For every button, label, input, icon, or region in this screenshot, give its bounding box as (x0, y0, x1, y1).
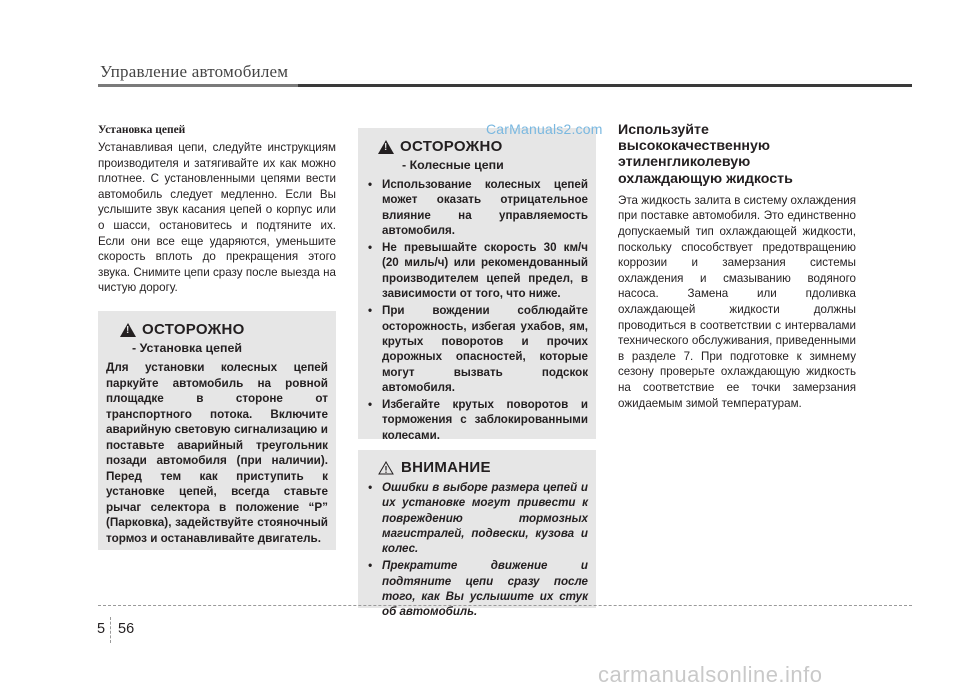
caution-triangle-icon (378, 461, 394, 475)
notice-list-item: • Ошибки в выборе размера цепей и их установке могут привести к повреждению тормозных магистралей, подвески, кузова и колес. (366, 480, 588, 556)
notice-box (358, 450, 596, 619)
coolant-heading: Используйте высококачественную этиленгликолевую охлаждающую жидкость (618, 122, 793, 187)
page-number: 56 (118, 621, 135, 637)
warning-subtitle: - Установка цепей (132, 341, 243, 355)
warning-list-item: • Не превышайте скорость 30 км/ч (20 миль/ч) или рекомендованный производителем цепей предел, в зависимости от того, что ниже. (366, 240, 588, 301)
warning-title: ОСТОРОЖНО (142, 321, 245, 338)
warning-list-item: • При вождении соблюдайте осторожность, избегая ухабов, ям, крутых поворотов и прочих дорожных опасностей, которые могут вызвать подскок автомобиля. (366, 303, 588, 395)
warning-box-chains (358, 128, 596, 442)
watermark-carmanuals2: CarManuals2.com (486, 121, 603, 137)
coolant-body: Эта жидкость залита в систему охлаждения при поставке автомобиля. Это единственно допускаемый тип охлаждающей жидкости, поскольку способствует предотвращению коррозии и замерзания системы охлаждения и смазыванию водяного насоса. Замена или пдоливка охлаждающей жидкости должны проводиться в соответствии с интервалами технического обслуживания, приведенными в разделе 7. При подготовке к зимнему сезону проверьте охлаждающую жидкость на соответствие ее точки замерзания ожидаемым зимой температурам. (618, 193, 856, 410)
warning-header (120, 321, 328, 338)
page-number-separator (110, 617, 111, 643)
warning-title: ОСТОРОЖНО (400, 138, 503, 155)
chains-heading: Установка цепей (98, 124, 186, 136)
notice-list-item: • Прекратите движение и подтяните цепи сразу после того, как Вы услышите их стук об автомобиль. (366, 558, 588, 619)
warning-triangle-icon (120, 323, 136, 337)
page-header-title: Управление автомобилем (100, 62, 289, 81)
warning-text: Для установки колесных цепей паркуйте автомобиль на ровной площадке в стороне от транспортного потока. Включите аварийную световую сигнализацию и поставьте аварийный треугольник позади автомобиля (при наличии). Перед тем как приступить к установке цепей, всегда ставьте рычаг селектора в положение “P” (Парковка), задействуйте стояночный тормоз и останавливайте двигатель. (106, 361, 328, 545)
coolant-section (618, 122, 856, 411)
header-rule-accent (98, 84, 298, 87)
warning-subtitle: - Колесные цепи (402, 158, 504, 172)
warning-triangle-icon (378, 140, 394, 154)
notice-title: ВНИМАНИЕ (401, 459, 491, 476)
watermark-carmanualsonline: carmanualsonline.info (598, 662, 823, 687)
warning-list-item: • Использование колесных цепей может оказать отрицательное влияние на управляемость автомобиля. (366, 177, 588, 238)
warning-list (366, 177, 588, 443)
chapter-number: 5 (97, 621, 106, 637)
notice-header (378, 459, 588, 476)
warning-box-installation (98, 311, 336, 550)
notice-list (366, 480, 588, 620)
chains-section (98, 124, 336, 296)
chains-body: Устанавливая цепи, следуйте инструкциям производителя и затягивайте их как можно плотнее. С установленными цепями вести автомобиль следует медленно. Если Вы услышите звук касания цепей о корпус или о шасси, остановитесь и подтяните их. Если они все еще ударяются, уменьшите скорость вплоть до прекращения этого звука. Снимите цепи сразу после выезда на чистую дорогу. (98, 141, 336, 295)
warning-list-item: • Избегайте крутых поворотов и торможения с заблокированными колесами. (366, 397, 588, 443)
footer-rule (98, 605, 912, 606)
warning-header (378, 138, 588, 155)
